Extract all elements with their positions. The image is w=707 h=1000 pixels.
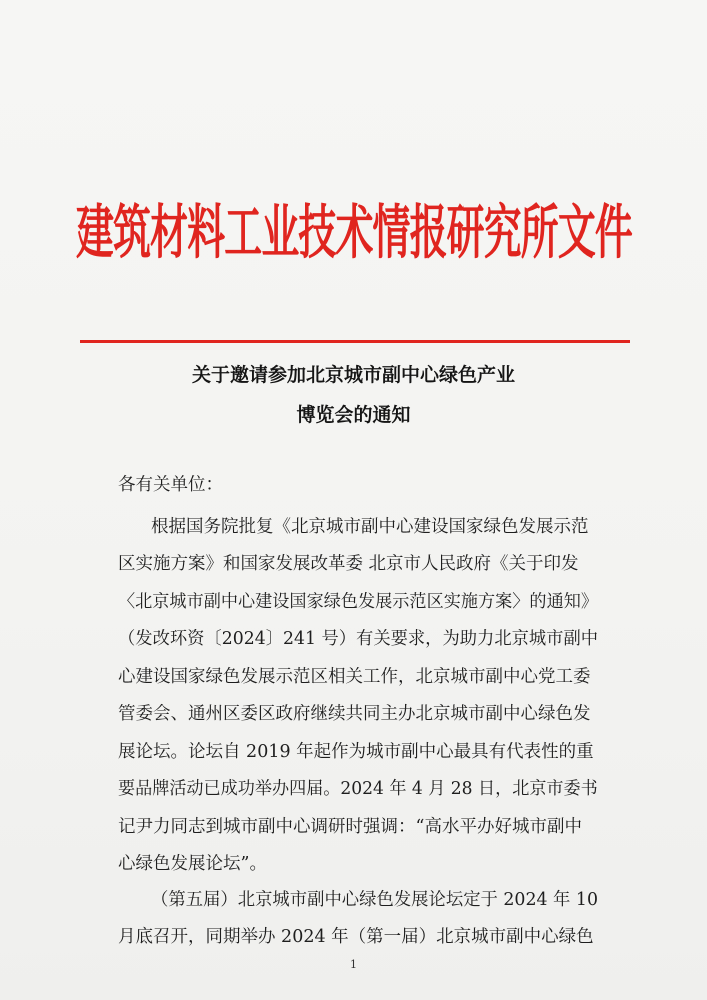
body-line: 展论坛。论坛自 2019 年起作为城市副中心最具有代表性的重 xyxy=(118,742,594,762)
body-line: 〈北京城市副中心建设国家绿色发展示范区实施方案〉的通知》 xyxy=(118,592,599,612)
page-number: 1 xyxy=(350,958,357,971)
red-divider-line xyxy=(80,340,630,343)
notice-title-line-2: 博览会的通知 xyxy=(296,404,411,426)
body-line: 心建设国家绿色发展示范区相关工作，北京城市副中心党工委 xyxy=(118,667,591,687)
body-line: 要品牌活动已成功举办四届。2024 年 4 月 28 日，北京市委书 xyxy=(118,779,598,799)
salutation: 各有关单位： xyxy=(118,475,223,495)
body-line: 管委会、通州区委区政府继续共同主办北京城市副中心绿色发 xyxy=(118,704,591,724)
body-line: 区实施方案》和国家发展改革委 北京市人民政府《关于印发 xyxy=(118,554,579,574)
notice-title-line-1: 关于邀请参加北京城市副中心绿色产业 xyxy=(191,364,515,386)
org-header-title: 建筑材料工业技术情报研究所文件 xyxy=(75,198,632,268)
body-line: 根据国务院批复《北京城市副中心建设国家绿色发展示范 xyxy=(151,517,589,537)
body-line: 月底召开，同期举办 2024 年（第一届）北京城市副中心绿色 xyxy=(118,927,594,947)
body-line: （发改环资〔2024〕241 号）有关要求，为助力北京城市副中 xyxy=(118,629,599,649)
body-line: （第五届）北京城市副中心绿色发展论坛定于 2024 年 10 xyxy=(151,890,598,910)
body-line: 记尹力同志到城市副中心调研时强调：“高水平办好城市副中 xyxy=(118,817,582,837)
body-line: 心绿色发展论坛”。 xyxy=(118,854,267,874)
